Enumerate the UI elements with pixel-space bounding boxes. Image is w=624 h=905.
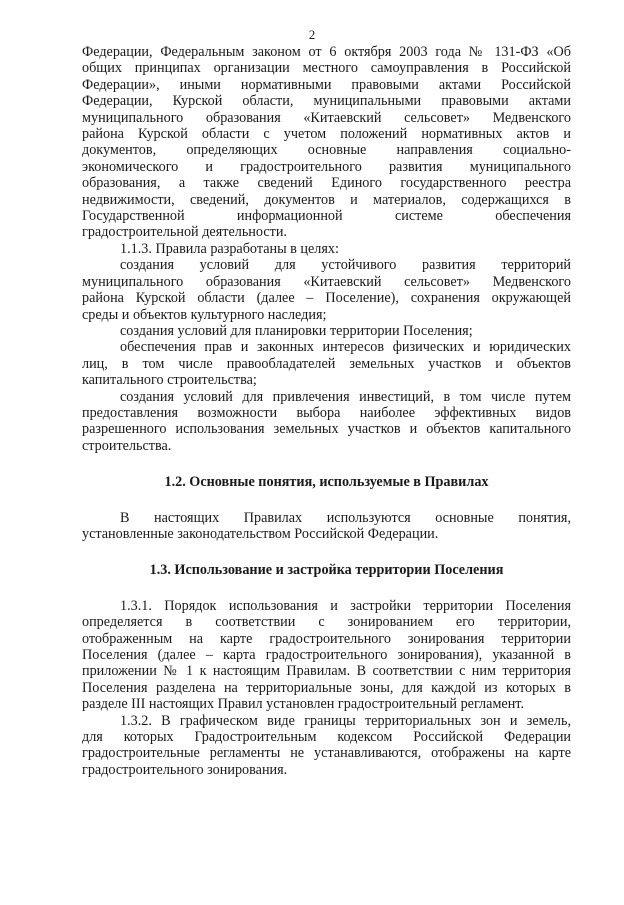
section-heading-1-2: 1.2. Основные понятия, используемые в Правилах [164, 474, 489, 491]
text-line: Федерации, Федеральным законом от 6 октября 2003 года № 131-ФЗ «Об [82, 44, 571, 60]
section-132-paragraph [82, 713, 571, 779]
text-line: градостроительного зонирования. [82, 761, 288, 778]
text-line: экономического и градостроительного развития муниципального [82, 158, 571, 175]
text-line: приложении № 1 к настоящим Правилам. В соответствии с ним территория [82, 663, 571, 680]
text-line: создания условий для привлечения инвестиций, в том числе путем [120, 388, 571, 405]
text-line: документов, определяющих основные направления социально- [82, 142, 571, 159]
text-line: среды и объектов культурного наследия; [82, 306, 327, 323]
text-line: общих принципах организации местного самоуправления в Российской [82, 60, 571, 77]
goal-item-1 [82, 257, 571, 323]
text-line: муниципального образования «Китаевский сельсовет» Медвенского [82, 273, 571, 290]
text-line: муниципального образования «Китаевский сельсовет» Медвенского [82, 109, 571, 126]
text-line: капитального строительства; [82, 372, 257, 389]
text-line: Поселения разделена на территориальные зоны, для каждой из которых в [82, 679, 571, 696]
text-line: лиц, в том числе правообладателей земельных участков и объектов [82, 355, 571, 372]
text-line: для которых Градостроительным кодексом Российской Федерации [82, 729, 571, 746]
text-line: строительства. [82, 437, 172, 454]
goal-item-3 [82, 339, 571, 388]
text-line: отображенным на карте градостроительного зонирования территории [82, 630, 571, 647]
text-line: определяется в соответствии с зонированием его территории, [82, 614, 571, 631]
page-number: 2 [308, 27, 316, 42]
text-line: разделе III настоящих Правил установлен градостроительный регламент. [82, 696, 524, 713]
text-line: образования, а также сведений Единого государственного реестра [82, 175, 571, 192]
text-line: района Курской области (далее – Поселение), сохранения окружающей [82, 290, 571, 307]
text-line: градостроительной деятельности. [82, 224, 287, 241]
text-line: установленные законодательством Российской Федерации. [82, 525, 439, 542]
text-line: Государственной информационной системе обеспечения [82, 208, 571, 225]
text-line: Поселения (далее – карта градостроительного зонирования), указанной в [82, 647, 571, 663]
text-line: района Курской области с учетом положений нормативных актов и [82, 126, 571, 143]
section-131-paragraph [82, 598, 571, 713]
text-line: обеспечения прав и законных интересов физических и юридических [120, 339, 571, 356]
section-12-paragraph [82, 510, 571, 543]
text-line: недвижимости, сведений, документов и материалов, содержащихся в [82, 191, 571, 208]
text-line: разрешенного использования земельных участков и объектов капитального [82, 421, 571, 438]
section-heading-1-3: 1.3. Использование и застройка территории Поселения [149, 562, 504, 579]
goal-item-2: создания условий для планировки территории Поселения; [120, 322, 473, 339]
text-line: градостроительные регламенты не устанавливаются, отображены на карте [82, 745, 571, 762]
text-line: Федерации, Курской области, муниципальными правовыми актами [82, 93, 571, 110]
document-body [82, 44, 571, 778]
intro-paragraph [82, 44, 571, 241]
text-line: предоставления возможности выбора наиболее эффективных видов [82, 404, 571, 421]
text-line: 1.3.1. Порядок использования и застройки территории Поселения [120, 597, 571, 614]
section-113-title: 1.1.3. Правила разработаны в целях: [120, 240, 339, 257]
text-line: В настоящих Правилах используются основные понятия, [120, 509, 571, 526]
text-line: Федерации», иными нормативными правовыми актами Российской [82, 76, 571, 93]
text-line: 1.3.2. В графическом виде границы территориальных зон и земель, [120, 712, 571, 729]
text-line: создания условий для устойчивого развития территорий [120, 257, 571, 274]
goal-item-4 [82, 389, 571, 455]
